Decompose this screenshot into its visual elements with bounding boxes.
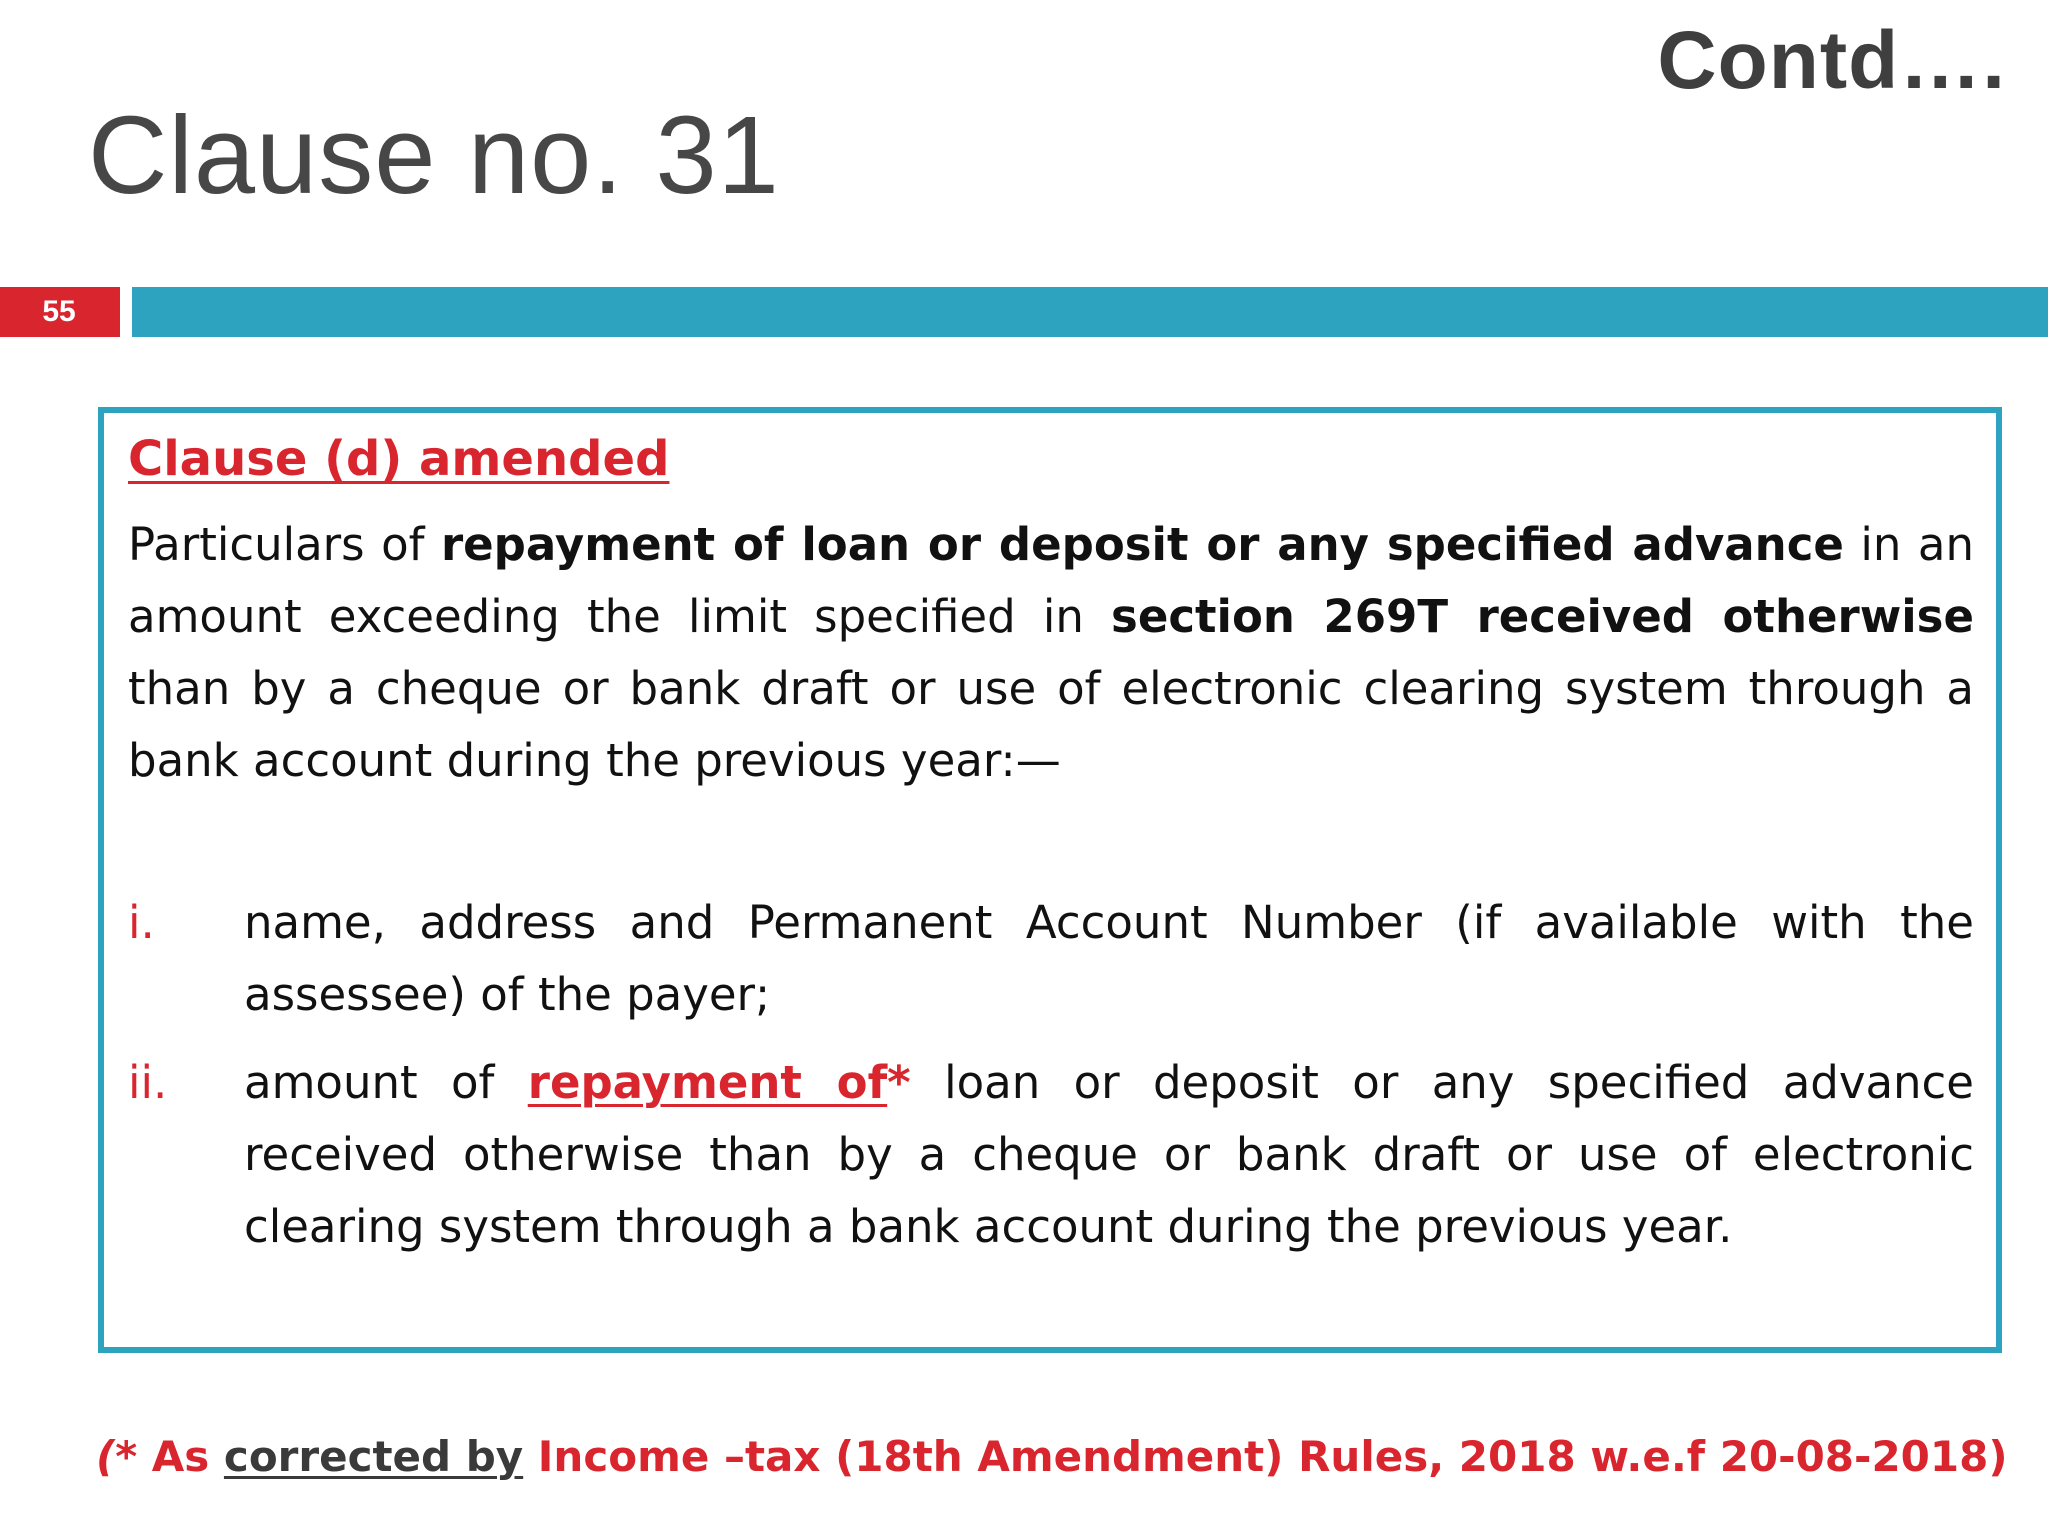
footnote-corrected-by: corrected by bbox=[223, 1432, 524, 1481]
list-item bbox=[128, 887, 1974, 1031]
intro-bold-1: repayment of loan or deposit or any specified advance bbox=[440, 518, 1844, 571]
item-post-text: loan or deposit or any specified advance received otherwise than by a cheque or bank draft or use of electronic clearing system through a bank account during the previous year. bbox=[244, 1056, 1974, 1253]
footnote bbox=[96, 1432, 2008, 1481]
asterisk-mark: * bbox=[887, 1056, 911, 1109]
list-item-text: name, address and Permanent Account Number (if available with the assessee) of the payer; bbox=[244, 896, 1974, 1021]
slide-number-badge: 55 bbox=[0, 287, 120, 337]
section-heading: Clause (d) amended bbox=[128, 431, 670, 487]
particulars-list bbox=[128, 887, 1974, 1263]
highlighted-phrase: repayment of bbox=[527, 1056, 888, 1109]
intro-text-1: Particulars of bbox=[128, 518, 441, 571]
footnote-open: (* bbox=[96, 1432, 138, 1481]
content-box bbox=[98, 407, 2002, 1353]
footnote-as: As bbox=[137, 1432, 224, 1481]
intro-text-2: in an amount exceeding the limit specified in bbox=[128, 518, 1974, 643]
list-marker: ii. bbox=[128, 1056, 168, 1109]
page-title: Clause no. 31 bbox=[88, 94, 780, 217]
intro-bold-2: section 269T received otherwise bbox=[1111, 590, 1974, 643]
list-item-text bbox=[244, 1047, 1974, 1263]
header-divider-bar bbox=[132, 287, 2048, 337]
intro-text-3: than by a cheque or bank draft or use of electronic clearing system through a bank account during the previous year:— bbox=[128, 662, 1974, 787]
list-item bbox=[128, 1047, 1974, 1263]
intro-paragraph bbox=[128, 509, 1974, 797]
footnote-rest: Income –tax (18th Amendment) Rules, 2018 w.e.f 20-08-2018) bbox=[523, 1432, 2008, 1481]
item-pre-text: amount of bbox=[244, 1056, 528, 1109]
contd-label: Contd…. bbox=[1657, 15, 2006, 106]
list-marker: i. bbox=[128, 896, 155, 949]
